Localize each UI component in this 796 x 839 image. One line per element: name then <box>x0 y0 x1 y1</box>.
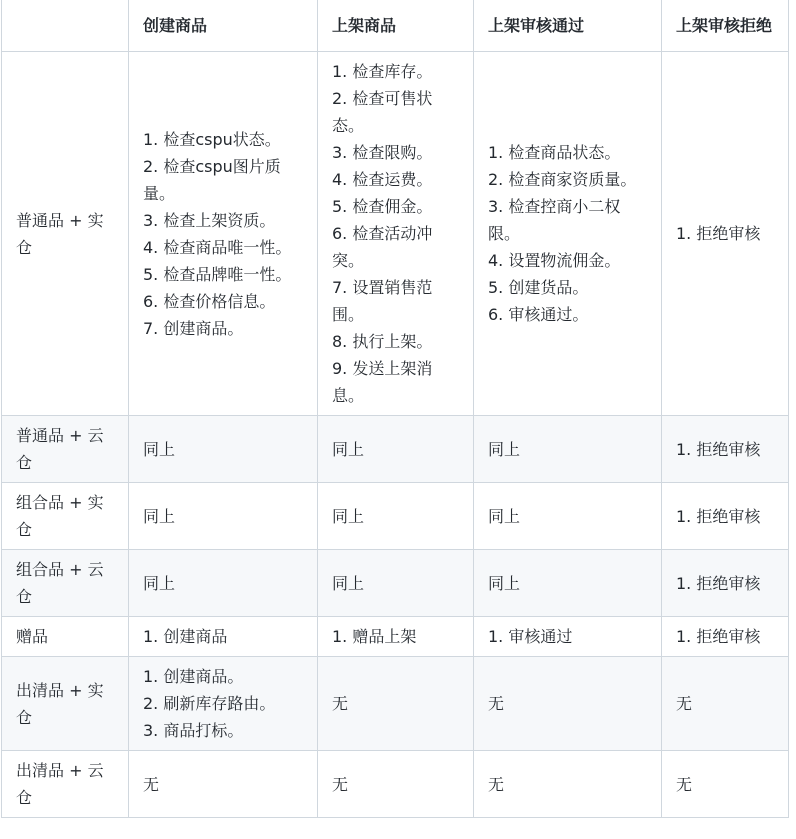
cell-line: 8. 执行上架。 <box>332 332 433 351</box>
cell-line: 同上 <box>332 506 365 526</box>
approve-cell <box>474 617 662 657</box>
table-row <box>2 657 789 751</box>
cell-line: 4. 设置物流佣金。 <box>488 251 621 270</box>
row-label: 普通品 + 实仓 <box>2 52 129 416</box>
cell-line: 1. 拒绝审核 <box>676 439 761 459</box>
cell-line: 无 <box>676 694 693 713</box>
cell-line: 7. 创建商品。 <box>143 318 244 338</box>
header-shelve-reject: 上架审核拒绝 <box>662 0 789 52</box>
create-cell <box>129 52 318 416</box>
cell-line: 3. 检查控商小二权限。 <box>488 197 621 243</box>
cell-line: 1. 检查库存。 <box>332 62 433 81</box>
cell-line: 1. 创建商品 <box>143 627 228 646</box>
shelve-cell <box>318 483 474 550</box>
cell-line: 2. 检查商家资质量。 <box>488 170 637 189</box>
cell-line: 9. 发送上架消息。 <box>332 359 433 405</box>
row-label: 组合品 + 云仓 <box>2 550 129 617</box>
cell-line: 4. 检查运费。 <box>332 170 433 189</box>
cell-line: 5. 检查品牌唯一性。 <box>143 264 292 284</box>
cell-line: 2. 检查cspu图片质量。 <box>143 156 281 203</box>
create-cell <box>129 617 318 657</box>
cell-line: 同上 <box>488 573 521 593</box>
table-row <box>2 52 789 416</box>
cell-line: 1. 审核通过 <box>488 627 573 646</box>
create-cell <box>129 657 318 751</box>
table-header-row <box>2 0 789 52</box>
cell-line: 同上 <box>488 439 521 459</box>
cell-line: 1. 拒绝审核 <box>676 573 761 593</box>
header-cell-empty <box>2 0 129 52</box>
cell-line: 6. 检查活动冲突。 <box>332 224 433 270</box>
cell-line: 7. 设置销售范围。 <box>332 278 433 324</box>
reject-cell <box>662 416 789 483</box>
cell-line: 无 <box>143 774 160 794</box>
shelve-cell <box>318 751 474 818</box>
cell-line: 同上 <box>143 573 176 593</box>
reject-cell <box>662 751 789 818</box>
table-row <box>2 751 789 818</box>
shelve-cell <box>318 416 474 483</box>
row-label: 出清品 + 实仓 <box>2 657 129 751</box>
cell-line: 3. 商品打标。 <box>143 721 244 740</box>
cell-line: 1. 检查商品状态。 <box>488 143 621 162</box>
cell-line: 1. 创建商品。 <box>143 667 244 686</box>
cell-line: 5. 检查佣金。 <box>332 197 433 216</box>
row-label: 普通品 + 云仓 <box>2 416 129 483</box>
header-shelve-product: 上架商品 <box>318 0 474 52</box>
table-row <box>2 550 789 617</box>
row-label: 赠品 <box>2 617 129 657</box>
approve-cell <box>474 550 662 617</box>
shelve-cell <box>318 550 474 617</box>
shelve-cell <box>318 617 474 657</box>
create-cell <box>129 416 318 483</box>
cell-line: 1. 检查cspu状态。 <box>143 129 281 149</box>
table-row <box>2 617 789 657</box>
table-row <box>2 416 789 483</box>
reject-cell <box>662 617 789 657</box>
cell-line: 同上 <box>143 439 176 459</box>
cell-line: 6. 审核通过。 <box>488 305 589 324</box>
cell-line: 无 <box>332 774 349 794</box>
shelve-cell <box>318 657 474 751</box>
create-cell <box>129 751 318 818</box>
cell-line: 1. 赠品上架 <box>332 627 417 646</box>
cell-line: 同上 <box>488 506 521 526</box>
reject-cell <box>662 52 789 416</box>
cell-line: 无 <box>676 774 693 794</box>
header-create-product: 创建商品 <box>129 0 318 52</box>
cell-line: 4. 检查商品唯一性。 <box>143 237 292 257</box>
cell-line: 同上 <box>143 506 176 526</box>
cell-line: 3. 检查上架资质。 <box>143 210 276 230</box>
row-label: 组合品 + 实仓 <box>2 483 129 550</box>
cell-line: 5. 创建货品。 <box>488 278 589 297</box>
cell-line: 无 <box>488 694 505 713</box>
cell-line: 3. 检查限购。 <box>332 143 433 162</box>
cell-line: 同上 <box>332 573 365 593</box>
create-cell <box>129 550 318 617</box>
reject-cell <box>662 550 789 617</box>
approve-cell <box>474 483 662 550</box>
approve-cell <box>474 52 662 416</box>
table-row <box>2 483 789 550</box>
cell-line: 无 <box>332 694 349 713</box>
product-flow-table <box>1 0 789 818</box>
approve-cell <box>474 751 662 818</box>
cell-line: 6. 检查价格信息。 <box>143 291 276 311</box>
cell-line: 1. 拒绝审核 <box>676 627 761 646</box>
row-label: 出清品 + 云仓 <box>2 751 129 818</box>
approve-cell <box>474 416 662 483</box>
table-body <box>2 52 789 818</box>
reject-cell <box>662 483 789 550</box>
create-cell <box>129 483 318 550</box>
header-shelve-approve: 上架审核通过 <box>474 0 662 52</box>
cell-line: 2. 刷新库存路由。 <box>143 694 276 713</box>
approve-cell <box>474 657 662 751</box>
cell-line: 2. 检查可售状态。 <box>332 89 433 135</box>
cell-line: 1. 拒绝审核 <box>676 224 761 243</box>
cell-line: 无 <box>488 774 505 794</box>
cell-line: 1. 拒绝审核 <box>676 506 761 526</box>
reject-cell <box>662 657 789 751</box>
cell-line: 同上 <box>332 439 365 459</box>
shelve-cell <box>318 52 474 416</box>
